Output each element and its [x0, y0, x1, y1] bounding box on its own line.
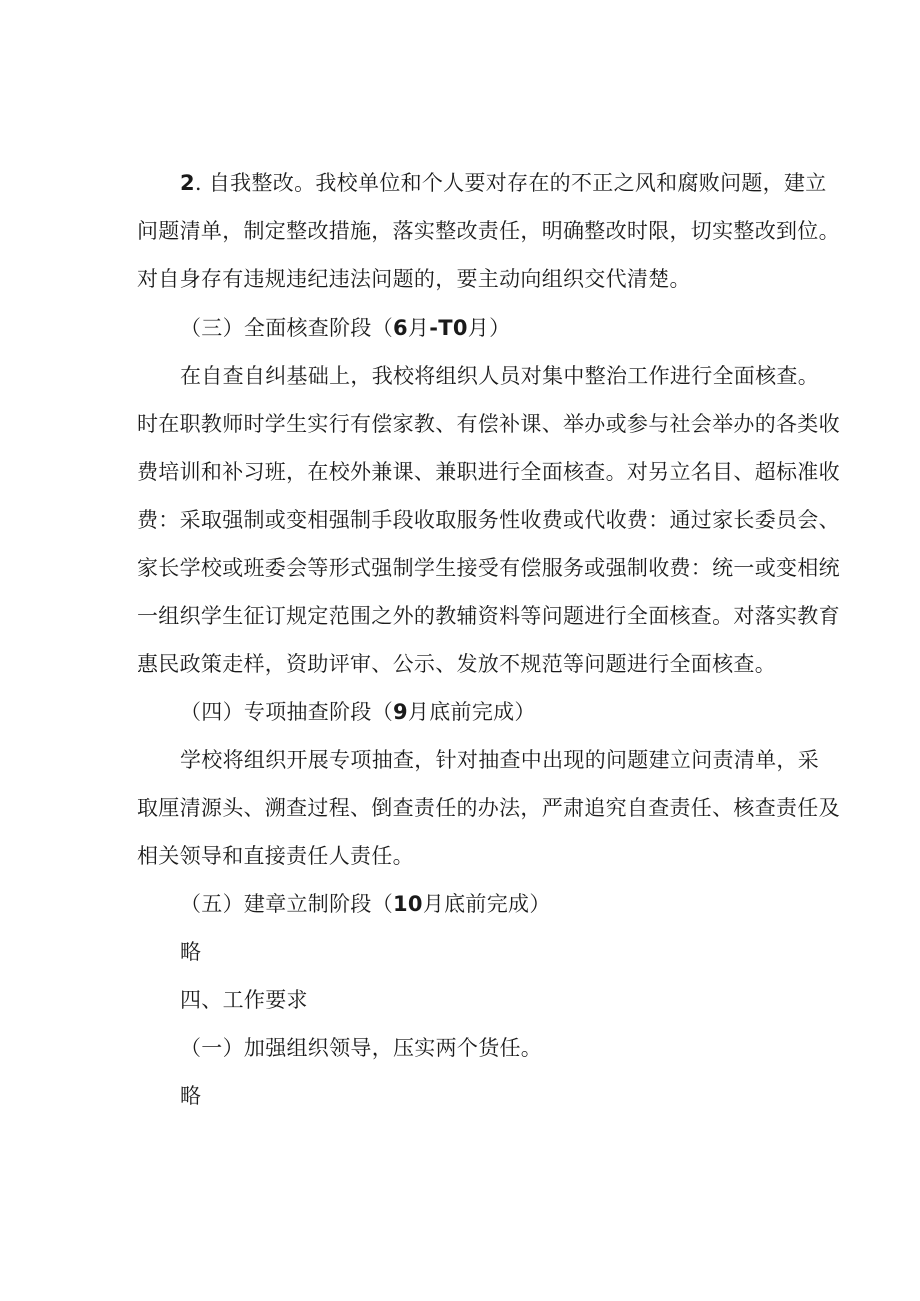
heading-number: 10 [393, 892, 423, 916]
paragraph-spot-check-line-3: 相关领导和直接责任人责任。 [137, 844, 414, 868]
omitted-text-2: 略 [180, 1084, 202, 1108]
text-run: . 自我整改。我校单位和个人要对存在的不正之风和腐败问题，建立 [194, 171, 827, 195]
heading-text: 月底前完成） [422, 892, 551, 916]
heading-number: 6 [393, 316, 408, 340]
heading-text: 月底前完成） [407, 700, 536, 724]
heading-stage-four [180, 697, 536, 727]
omitted-text-1: 略 [180, 940, 202, 964]
paragraph-full-check-line-2: 时在职教师时学生实行有偿家教、有偿补课、举办或参与社会举办的各类收 [137, 412, 840, 436]
heading-text: （三）全面核查阶段（ [180, 316, 393, 340]
heading-text: 月 [407, 316, 430, 340]
paragraph-full-check-line-5: 家长学校或班委会等形式强制学生接受有偿服务或强制收费：统一或变相统 [137, 556, 840, 580]
heading-text: （五）建章立制阶段（ [180, 892, 393, 916]
paragraph-full-check-line-4: 费：采取强制或变相强制手段收取服务性收费或代收费：通过家长委员会、 [137, 508, 840, 532]
heading-number: 9 [393, 700, 408, 724]
paragraph-full-check-line-3: 费培训和补习班，在校外兼课、兼职进行全面核查。对另立名目、超标准收 [137, 460, 840, 484]
heading-text: （四）专项抽查阶段（ [180, 700, 393, 724]
heading-stage-three [180, 313, 510, 343]
paragraph-full-check-line-7: 惠民政策走样，资助评审、公示、发放不规范等问题进行全面核查。 [137, 652, 776, 676]
paragraph-spot-check-line-1: 学校将组织开展专项抽查，针对抽查中出现的问题建立问责清单，采 [180, 748, 819, 772]
heading-section-four: 四、工作要求 [180, 988, 308, 1012]
paragraph-full-check-line-1: 在自查自纠基础上，我校将组织人员对集中整治工作进行全面核查。 [180, 364, 819, 388]
heading-text: 月） [467, 316, 511, 340]
item-number: 2 [180, 171, 195, 195]
heading-subsection-one: （一）加强组织领导，压实两个货任。 [180, 1036, 543, 1060]
paragraph-self-rectification-line-2: 问题清单，制定整改措施，落实整改责任，明确整改时限，切实整改到位。 [137, 219, 840, 243]
paragraph-spot-check-line-2: 取厘清源头、溯查过程、倒查责任的办法，严肃追究自查责任、核查责任及 [137, 796, 840, 820]
heading-stage-five [180, 889, 551, 919]
paragraph-self-rectification-line-1 [180, 168, 827, 198]
paragraph-full-check-line-6: 一组织学生征订规定范围之外的教辅资料等问题进行全面核查。对落实教育 [137, 604, 840, 628]
heading-number: -T0 [429, 316, 468, 340]
paragraph-self-rectification-line-3: 对自身存有违规违纪违法问题的，要主动向组织交代清楚。 [137, 267, 691, 291]
